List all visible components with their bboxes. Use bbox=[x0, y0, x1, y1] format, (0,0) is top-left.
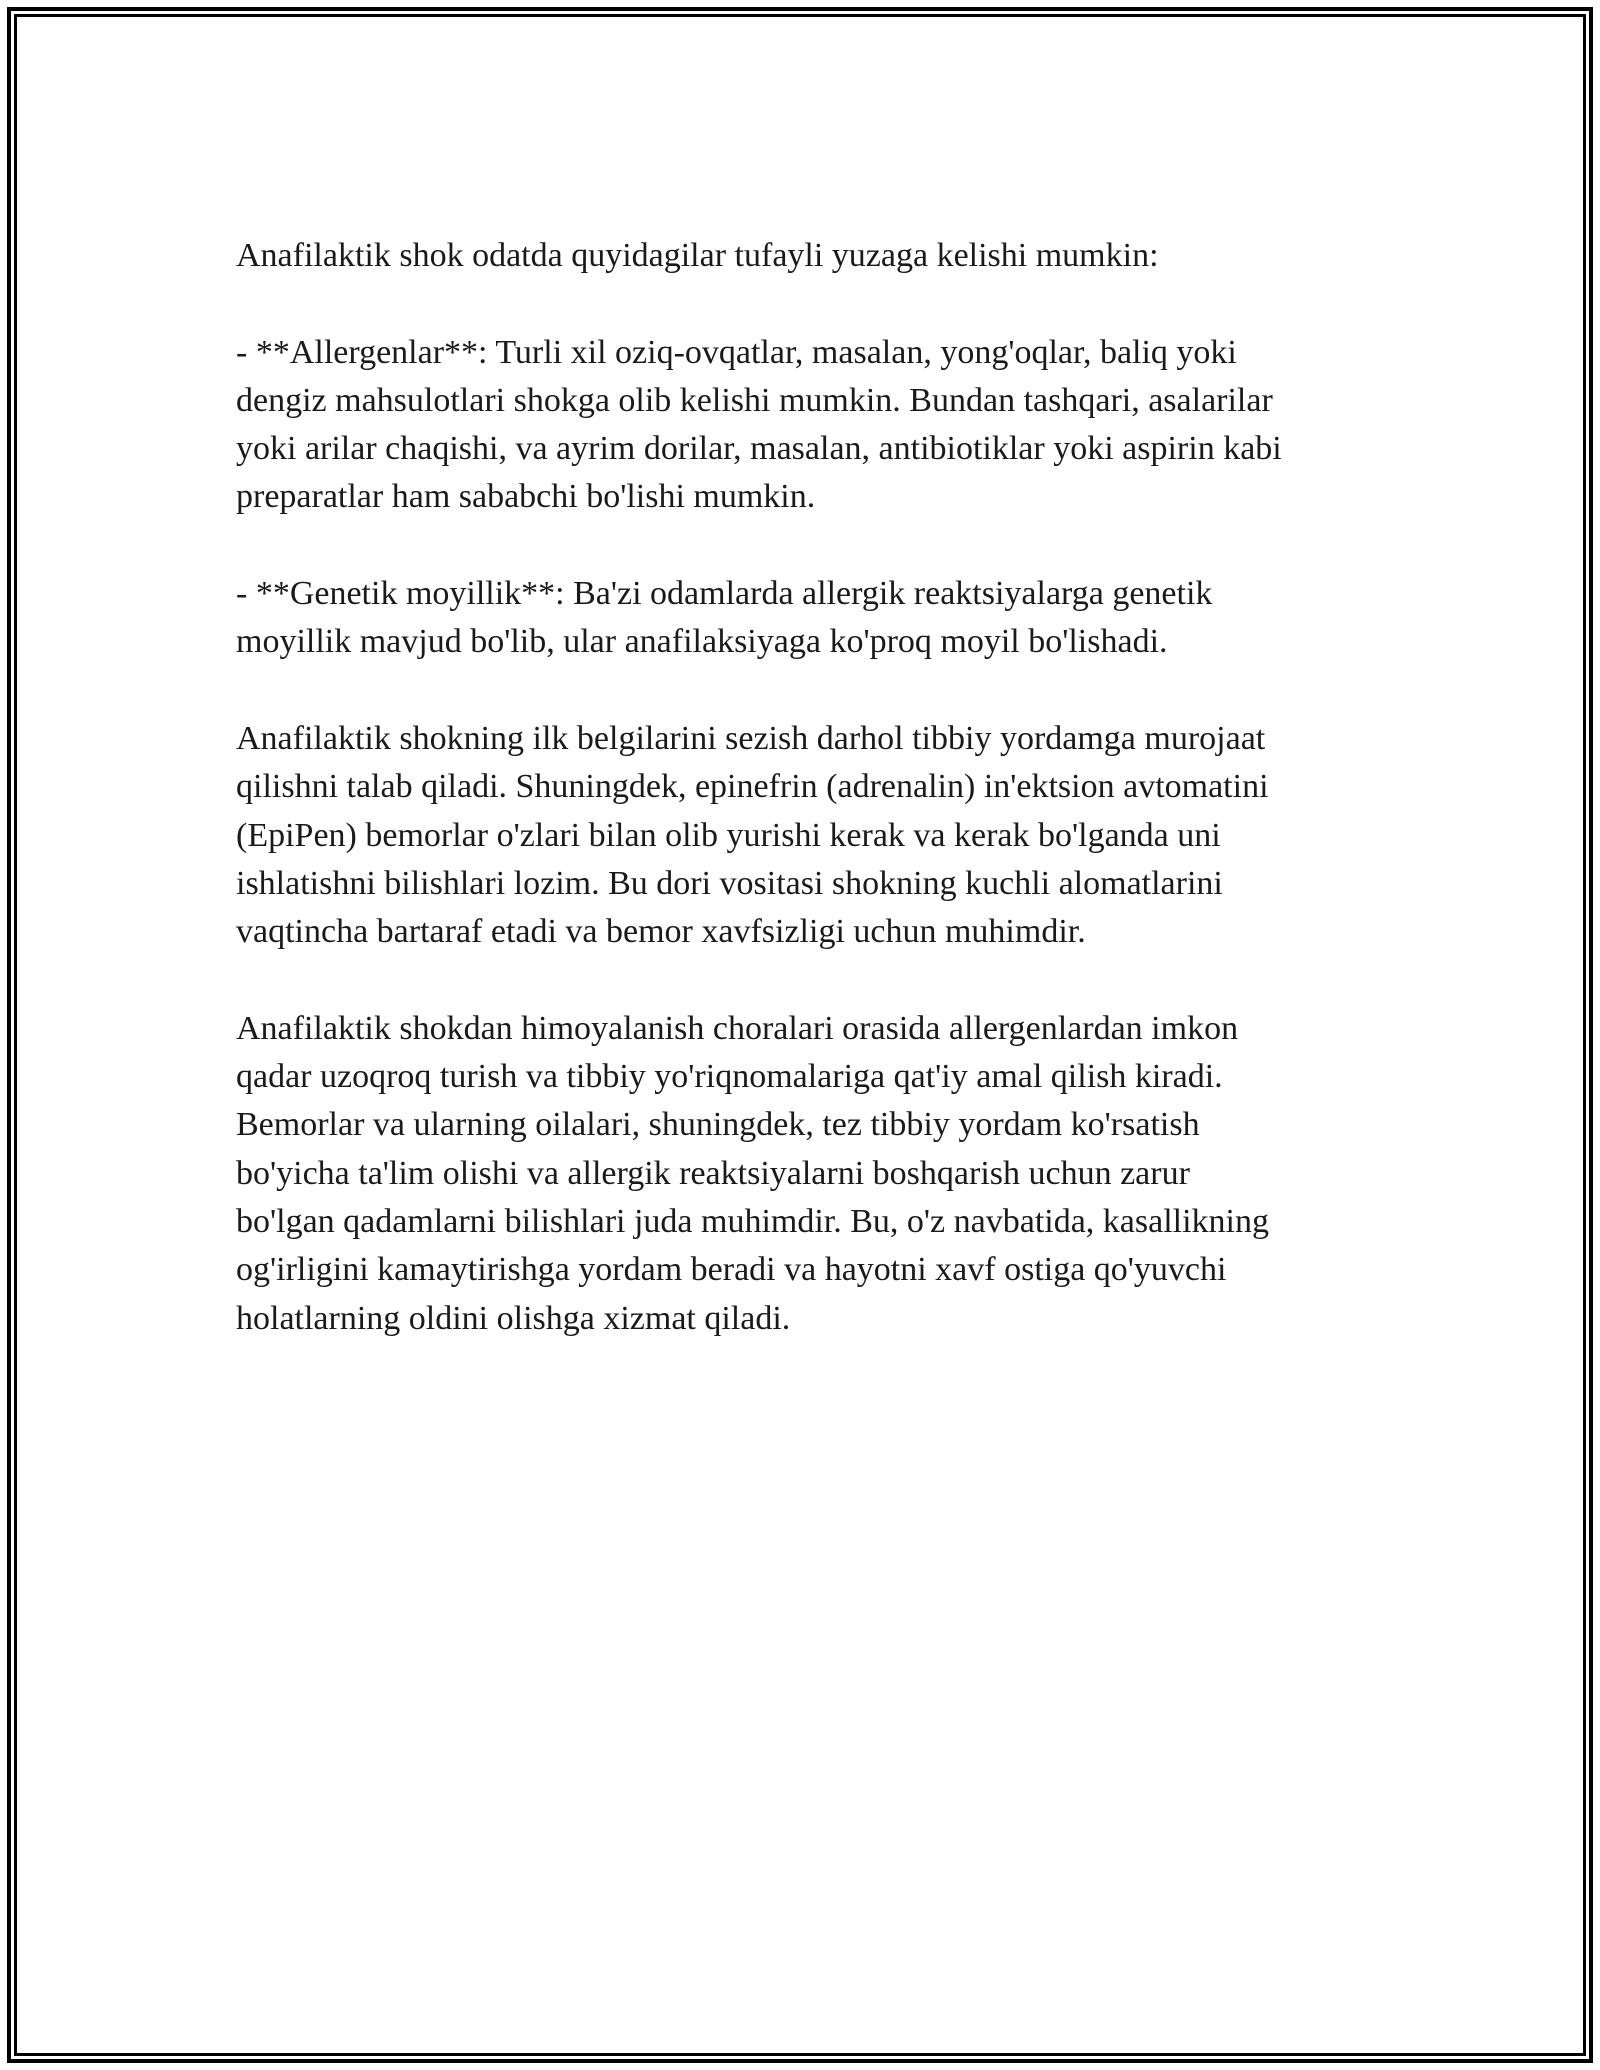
genetic-paragraph: - **Genetik moyillik**: Ba'zi odamlarda allergik reaktsiyalarga genetik moyillik mavjud bo'lib, ular anafilaksiyaga ko'proq moyil bo'lishadi. bbox=[236, 575, 1213, 661]
symptoms-paragraph: Anafilaktik shokning ilk belgilarini sezish darhol tibbiy yordamga murojaat qilishni talab qiladi. Shuningdek, epinefrin (adrenalin) in'ektsion avtomatini (EpiPen) bemorlar o'zlari bilan olib yurishi kerak va kerak bo'lganda uni ishlatishni bilishlari lozim. Bu dori vositasi shokning kuchli alomatlarini vaqtincha bartaraf etadi va bemor xavfsizligi uchun muhimdir. bbox=[236, 719, 1269, 951]
allergens-paragraph: - **Allergenlar**: Turli xil oziq-ovqatlar, masalan, yong'oqlar, baliq yoki dengiz mahsulotlari shokga olib kelishi mumkin. Bundan tashqari, asalarilar yoki arilar chaqishi, va ayrim dorilar, masalan, antibiotiklar yoki aspirin kabi preparatlar ham sababchi bo'lishi mumkin. bbox=[236, 333, 1282, 516]
document-body bbox=[236, 232, 1386, 1391]
intro-paragraph: Anafilaktik shok odatda quyidagilar tufayli yuzaga kelishi mumkin: bbox=[236, 237, 1159, 274]
prevention-paragraph: Anafilaktik shokdan himoyalanish choralari orasida allergenlardan imkon qadar uzoqroq turish va tibbiy yo'riqnomalariga qat'iy amal qilish kiradi. Bemorlar va ularning oilalari, shuningdek, tez tibbiy yordam ko'rsatish bo'yicha ta'lim olishi va allergik reaktsiyalarni boshqarish uchun zarur bo'lgan qadamlarni bilishlari juda muhimdir. Bu, o'z navbatida, kasallikning og'irligini kamaytirishga yordam beradi va hayotni xavf ostiga qo'yuvchi holatlarning oldini olishga xizmat qiladi. bbox=[236, 1009, 1269, 1337]
